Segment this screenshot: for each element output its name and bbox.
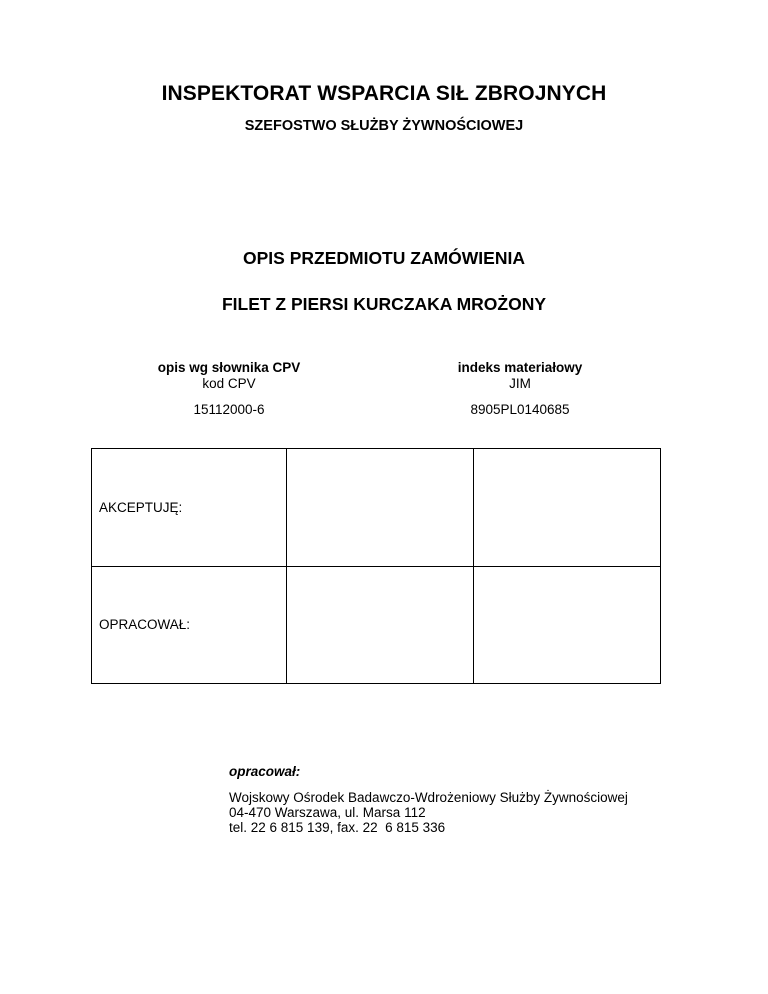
footer-block	[229, 764, 628, 835]
accept-signature-cell	[286, 449, 473, 567]
cpv-title: opis wg słownika CPV	[157, 360, 301, 375]
document-subject-title: FILET Z PIERSI KURCZAKA MROŻONY	[221, 294, 547, 314]
material-index-value: 8905PL0140685	[470, 402, 570, 417]
cpv-label: kod CPV	[202, 376, 256, 391]
institution-contact: tel. 22 6 815 139, fax. 22 6 815 336	[229, 820, 446, 835]
material-index-label: JIM	[509, 376, 531, 391]
signature-row-prepared	[92, 566, 661, 684]
organization-title: INSPEKTORAT WSPARCIA SIŁ ZBROJNYCH	[161, 82, 607, 105]
prepared-by-label: opracował:	[229, 764, 301, 779]
cpv-code-block	[129, 360, 329, 418]
prepared-label: OPRACOWAŁ:	[92, 566, 287, 684]
cpv-value: 15112000-6	[193, 402, 265, 417]
accept-date-cell	[473, 449, 660, 567]
material-index-title: indeks materiałowy	[457, 360, 583, 375]
material-index-block	[420, 360, 620, 418]
institution-name: Wojskowy Ośrodek Badawczo-Wdrożeniowy Służby Żywnościowej	[229, 790, 628, 805]
signature-row-accept	[92, 449, 661, 567]
accept-label: AKCEPTUJĘ:	[92, 449, 287, 567]
department-subtitle: SZEFOSTWO SŁUŻBY ŻYWNOŚCIOWEJ	[244, 118, 524, 134]
signature-table	[91, 448, 661, 684]
prepared-signature-cell	[286, 566, 473, 684]
prepared-date-cell	[473, 566, 660, 684]
document-type-title: OPIS PRZEDMIOTU ZAMÓWIENIA	[243, 248, 525, 268]
institution-address: 04-470 Warszawa, ul. Marsa 112	[229, 805, 426, 820]
